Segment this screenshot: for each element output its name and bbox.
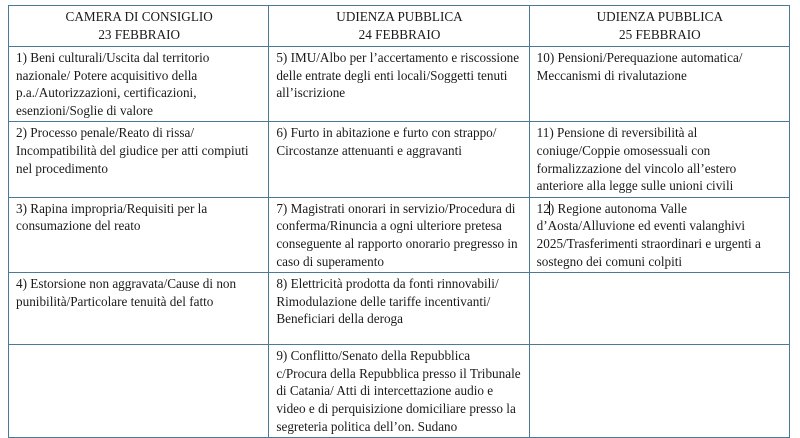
case-text: 5) IMU/Albo per l’accertamento e riscossione delle entrate degli enti locali/Soggetti tenuti all’iscrizione (276, 50, 520, 101)
case-text: 6) Furto in abitazione e furto con strappo/ Circostanze attenuanti e aggravanti (276, 125, 497, 158)
case-cell-11 (529, 122, 789, 197)
case-cell-4 (9, 273, 269, 345)
case-text: 2) Processo penale/Reato di rissa/ Incompatibilità del giudice per atti compiuti nel procedimento (16, 125, 249, 176)
empty-cell-right-5 (529, 345, 789, 438)
column-header-date: 24 FEBBRAIO (358, 26, 441, 42)
case-text-suffix: ) Regione autonoma Valle d’Aosta/Alluvione ed eventi valanghivi 2025/Trasferimenti straordinari e urgenti a sostegno dei comuni colpiti (536, 200, 761, 269)
case-cell-5 (269, 47, 529, 122)
case-cell-7 (269, 197, 529, 272)
column-header-date: 23 FEBBRAIO (98, 26, 181, 42)
column-header-title: UDIENZA PUBBLICA (596, 9, 724, 24)
column-header-title: CAMERA DI CONSIGLIO (65, 9, 213, 24)
table-header (9, 6, 790, 47)
case-text: 10) Pensioni/Perequazione automatica/ Meccanismi di rivalutazione (536, 50, 743, 83)
empty-cell-right-4 (529, 273, 789, 345)
case-cell-8 (269, 273, 529, 345)
case-text-with-caret (537, 200, 783, 270)
case-cell-6 (269, 122, 529, 197)
case-cell-12 (529, 197, 789, 272)
case-text: 1) Beni culturali/Uscita dal territorio nazionale/ Potere acquisitivo della p.a./Autorizzazioni, certificazioni, esenzioni/Soglie di valore (16, 50, 210, 118)
table-header-row (9, 6, 790, 47)
table-row (9, 122, 790, 197)
case-text: 3) Rapina impropria/Requisiti per la consumazione del reato (16, 200, 208, 234)
column-header-udienza-pubblica-25 (529, 6, 789, 47)
case-text: 8) Elettricità prodotta da fonti rinnovabili/ Rimodulazione delle tariffe incentivanti/ Beneficiari della deroga (276, 276, 499, 327)
case-cell-9 (269, 345, 529, 438)
table-row (9, 47, 790, 122)
case-text-prefix: 12 (536, 200, 550, 216)
case-cell-10 (529, 47, 789, 122)
column-header-camera-di-consiglio (9, 6, 269, 47)
case-cell-1 (9, 47, 269, 122)
column-header-udienza-pubblica-24 (269, 6, 529, 47)
case-cell-3 (9, 197, 269, 272)
column-header-date: 25 FEBBRAIO (618, 26, 701, 42)
case-text: 7) Magistrati onorari in servizio/Procedura di conferma/Rinuncia a ogni ulteriore pretesa conseguente al rapporto onorario pregresso in caso di superamento (276, 200, 518, 269)
hearings-calendar-table (8, 5, 790, 438)
case-text: 4) Estorsione non aggravata/Cause di non punibilità/Particolare tenuità del fatto (16, 276, 237, 309)
table-row (9, 345, 790, 438)
table-body (9, 47, 790, 438)
empty-cell-left-5 (9, 345, 269, 438)
case-text: 11) Pensione di reversibilità al coniuge/Coppie omosessuali con formalizzazione del vincolo all’estero anteriore alla legge sulle unioni civili (536, 125, 737, 194)
column-header-title: UDIENZA PUBBLICA (336, 9, 463, 24)
case-cell-2 (9, 122, 269, 197)
table-row (9, 273, 790, 345)
table-row (9, 197, 790, 272)
case-text: 9) Conflitto/Senato della Repubblica c/Procura della Repubblica presso il Tribunale di Catania/ Atti di intercettazione audio e video e di perquisizione domiciliare presso la segreteria politica dell’on. Sudano (276, 348, 521, 434)
